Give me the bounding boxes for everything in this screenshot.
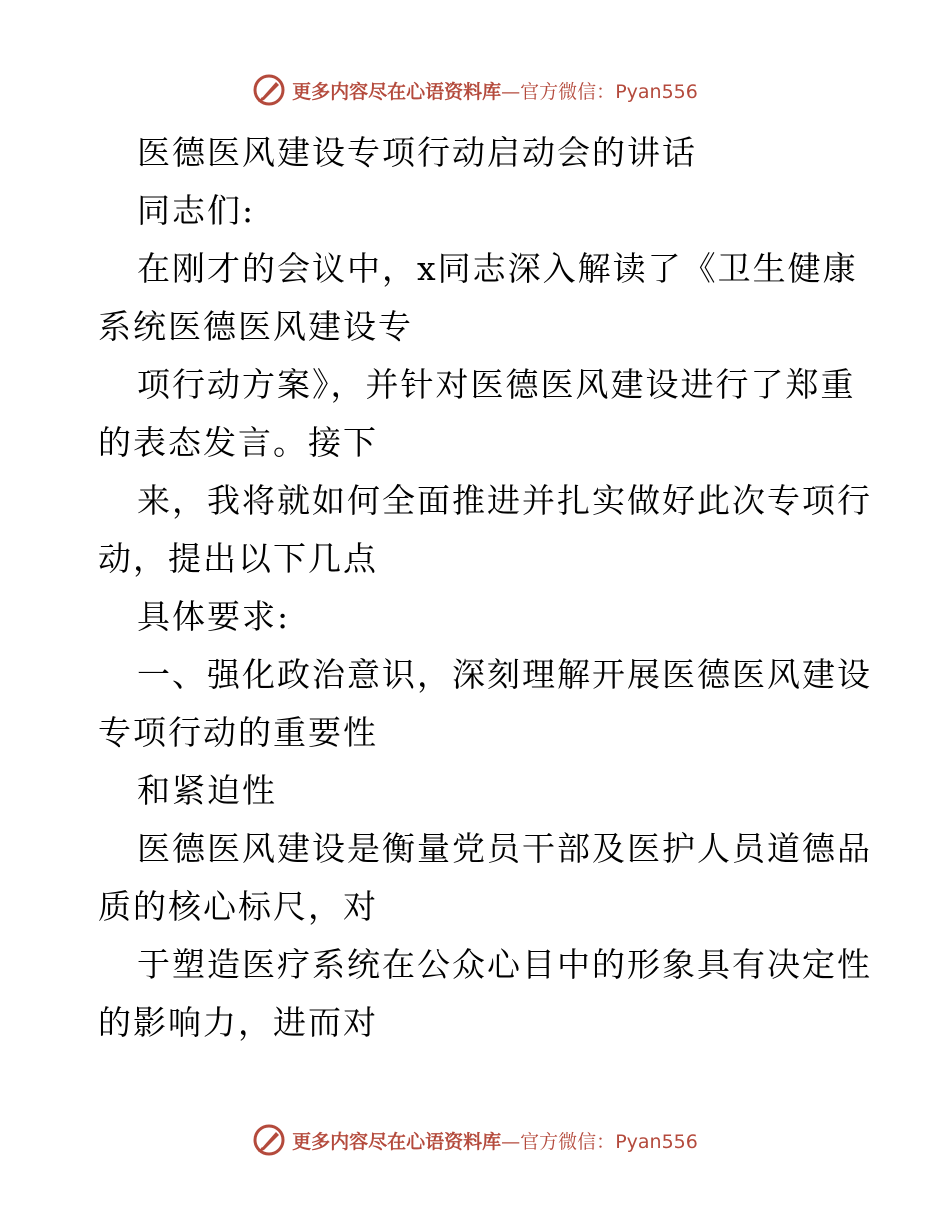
header-watermark — [0, 70, 950, 110]
paragraph-line: 于塑造医疗系统在公众心目中的形象具有决定性 — [137, 945, 872, 984]
watermark-official: 官方微信： — [520, 80, 616, 103]
paragraph-line: 项行动方案》，并针对医德医风建设进行了郑重 — [137, 365, 856, 404]
quill-seal-icon — [252, 1123, 286, 1157]
watermark-dash: — — [501, 1130, 521, 1153]
watermark-text — [292, 77, 698, 104]
paragraph-line: 的影响力，进而对 — [98, 1003, 378, 1042]
paragraph-line: 质的核心标尺，对 — [98, 887, 378, 926]
watermark-site: 更多内容尽在心语资料库 — [292, 1130, 502, 1153]
watermark-site: 更多内容尽在心语资料库 — [292, 80, 502, 103]
paragraph-line: 来，我将就如何全面推进并扎实做好此次专项行 — [137, 481, 872, 520]
paragraph-line: 的表态发言。接下 — [98, 423, 378, 462]
paragraph-line: 医德医风建设是衡量党员干部及医护人员道德品 — [137, 829, 872, 868]
paragraph-line: 具体要求: — [137, 597, 291, 636]
watermark-wechat-id: Pyan556 — [615, 1130, 698, 1153]
paragraph-line: 系统医德医风建设专 — [98, 307, 413, 346]
paragraph-line: 同志们: — [137, 191, 256, 230]
paragraph-line: 和紧迫性 — [137, 771, 277, 810]
footer-watermark — [0, 1120, 950, 1160]
paragraph-line: 在刚才的会议中，x同志深入解读了《卫生健康 — [137, 249, 858, 288]
quill-seal-icon — [252, 73, 286, 107]
paragraph-line: 一、强化政治意识，深刻理解开展医德医风建设 — [137, 655, 872, 694]
watermark-dash: — — [501, 80, 521, 103]
watermark-official: 官方微信： — [520, 1130, 616, 1153]
paragraph-line: 专项行动的重要性 — [98, 713, 378, 752]
paragraph-line: 动，提出以下几点 — [98, 539, 378, 578]
document-title: 医德医风建设专项行动启动会的讲话 — [137, 133, 697, 172]
watermark-wechat-id: Pyan556 — [615, 80, 698, 103]
watermark-text — [292, 1127, 698, 1154]
document-body — [98, 124, 872, 1052]
